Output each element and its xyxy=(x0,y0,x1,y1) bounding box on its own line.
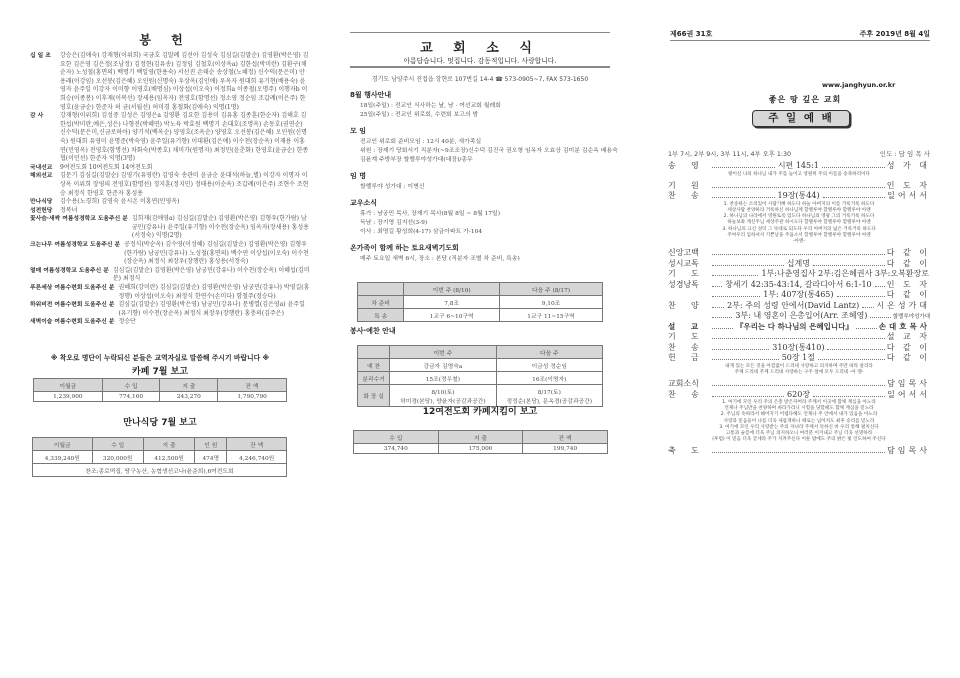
dot-leader xyxy=(822,162,885,168)
service-title: 주 일 예 배 xyxy=(752,110,850,127)
liturgy-item xyxy=(668,180,930,191)
offering-row xyxy=(30,215,310,241)
saturday-prayer-table xyxy=(357,282,603,322)
dot-leader xyxy=(712,391,784,397)
liturgy-order xyxy=(668,160,930,456)
cell: 4,246,740원 xyxy=(227,451,287,464)
liturgy-label: 설 교 xyxy=(668,321,699,331)
header: 다음 주 (8/17) xyxy=(500,283,603,296)
offering-row xyxy=(30,172,310,198)
offering-names: 김심길(김말순) 김영환(박은영) 남궁민(강유나) 이수천(장순옥) 이혜섭(김미분) 최정식 xyxy=(112,266,310,283)
section-line: 25일(주일) : 전교인 위로회, 수련회 보고의 밤 xyxy=(360,112,479,118)
liturgy-label: 찬 송 xyxy=(668,191,699,201)
hymn-lyrics: 1. 찬송하는 소리있어 사람기뻐 하도다 하늘 아버지의 이름 거룩거룩 하도다 세상사람 찬양하라 거룩하신 하나님께 할렐루야 할렐루야 할렐루야 아멘 2. 하나님의 나라에서 영원토록 있도다 하나님의 영광 그의 거룩거룩 하도다 하늘보좌 계신주님 세상주관 하시도다 할렐루야 할렐루야 할렐루야 아멘 3. 하나님의 크신 성덕 그 뜻대로 되도다 우리 아버지의 넓은 거룩거룩 하도다 주여우리 입하셔서 기쁜날을 주옵소서 할렐루야 할렐루야 할렐루야 아멘 -아멘- xyxy=(722,201,876,244)
liturgy-leader: 담임목사 xyxy=(887,379,930,389)
table-row xyxy=(358,359,603,372)
cafe-report-table xyxy=(33,378,287,402)
offering-column xyxy=(0,0,320,678)
dot-leader xyxy=(870,312,890,318)
dot-leader xyxy=(712,162,775,168)
liturgy-leader: 담임목사 xyxy=(887,446,930,456)
liturgy-item xyxy=(668,310,930,321)
cell: 차 준비 xyxy=(358,296,404,309)
dot-leader xyxy=(712,344,769,350)
cell: 예 찬 xyxy=(358,359,390,372)
dot-leader xyxy=(712,249,885,255)
liturgy-label: 신앙고백 xyxy=(668,248,699,258)
dot-leader xyxy=(818,354,885,360)
hymn-lyrics: 왕이신 나의 하나님 내가 주를 높이고 영원히 주의 이름을 송축하리이다 xyxy=(728,171,870,177)
worship-order-column xyxy=(640,0,960,678)
liturgy-label: 송 영 xyxy=(668,161,699,170)
liturgy-label: 기 도 xyxy=(668,269,699,279)
offering-category: 푸른세상 여름수련회 도움주신 분 xyxy=(30,285,115,292)
liturgy-content: 십계명 xyxy=(786,258,810,268)
header: 지 출 xyxy=(160,379,218,392)
liturgy-label: 기 도 xyxy=(668,332,699,342)
liturgy-item xyxy=(668,331,930,342)
liturgy-content: 시편 145:1 xyxy=(777,161,819,170)
offering-category: 감 사 xyxy=(30,113,44,120)
dot-leader xyxy=(712,380,885,386)
dot-leader xyxy=(712,312,732,318)
table-row xyxy=(358,296,603,309)
liturgy-leader: 다 같 이 xyxy=(886,248,930,258)
section-line: 전교인 위로회 준비모임 : 12시 40분, 새가족실 xyxy=(360,139,482,145)
offering-names: 공정식(박순옥) 김수영(이성혜) 김심길(김말순) 김영환(박은영) 김형우(한가람) 남궁민(강유나) 노성철(홍면의) 백수연 이상섭(이오숙) 이수천(장순옥) 최정식 최장우(장행란) 홍성용(서정숙) xyxy=(124,241,309,266)
dot-leader xyxy=(823,192,886,198)
section-heading: 모 임 xyxy=(350,127,366,135)
offering-row xyxy=(30,301,310,318)
liturgy-leader: 다 같 이 xyxy=(886,353,930,363)
section-line: 득남 : 장기영 김지선(3-9) xyxy=(360,220,428,226)
offering-row xyxy=(30,52,310,112)
cafe-report-title: 카페 7월 보고 xyxy=(132,367,188,377)
offering-names: 강승은(김애숙) 강재형(이위희) 국금호 김말례 김선아 김성숙 김심길(김말순) 김영환(박은영) 김요한 김은영 김은정(조남정) 김정현(김유송) 김정임 김철호(이상옥a) 김한섭(박미란) 김환구(채순자) 노성철(홍면의) 백명기 백일영(한용숙) 서선진 손태순 송상철(노혜정) 신수덕(문은미) 안용래(이강임) 오선봉(김은혜) 오인원(신명숙) 우상옥(김인애) 우옥자 원대희 유기현(배용숙) 윤영자 윤주일 이강자 이미향 이영호(배명심) 이상섭(이오숙) 이정희a 이종철(오명주) 이행자b 이희승(이종봉) 이후재(이복선) 장세용(임옥자) 전영호(함명선) 정소영 정순임 조갑례(이은주) 한영호(윤금순) 한준자 허 균(서월선) 허미경 홍철화(김애숙) 익명(1명) xyxy=(60,52,309,111)
liturgy-label: 교회소식 xyxy=(668,379,699,389)
divider xyxy=(670,40,930,41)
header: 이월금 xyxy=(34,379,103,392)
omission-notice: ※ 착오로 명단이 누락되신 분들은 교역자실로 말씀해 주시기 바랍니다 ※ xyxy=(50,354,270,362)
cell: 243,270 xyxy=(160,392,218,402)
liturgy-leader: 인 도 자 xyxy=(886,180,930,190)
manna-report-title: 만나식당 7월 보고 xyxy=(123,418,197,428)
offering-category: 열매 여름성경학교 도움주신 분 xyxy=(30,267,109,274)
offering-names: 김수용(노경희) 김영숙 윤시온 이홍연(민영옥) xyxy=(60,198,180,206)
offering-title: 봉 헌 xyxy=(139,33,191,47)
offering-row xyxy=(30,198,310,207)
liturgy-item xyxy=(668,190,930,201)
dot-leader xyxy=(875,281,885,287)
offering-row xyxy=(30,241,310,267)
manna-report-table xyxy=(32,437,287,477)
service-table xyxy=(357,345,603,407)
liturgy-item xyxy=(668,352,930,363)
cell: 4,339,240원 xyxy=(33,451,93,464)
liturgy-item xyxy=(668,268,930,279)
dot-leader xyxy=(712,354,779,360)
liturgy-item xyxy=(668,258,930,269)
cell: 이금성 정순임 xyxy=(496,359,602,372)
dot-leader xyxy=(813,260,885,266)
header xyxy=(358,346,390,359)
church-address: 경기도 남양주시 진접읍 장현로 107번길 14-4 ☎ 573-0905~7, FAX 573-1650 xyxy=(371,76,589,83)
cell: 분리수거 xyxy=(358,372,390,385)
header: 지 출 xyxy=(438,431,523,444)
liturgy-item xyxy=(668,289,930,300)
header: 이번 주 (8/10) xyxy=(404,283,500,296)
section-heading: 임 명 xyxy=(350,172,366,180)
cell: 774,160 xyxy=(102,392,160,402)
cell: 1,239,900 xyxy=(34,392,103,402)
section-line: 할렐루야 성가대 : 이병신 xyxy=(360,184,425,190)
header: 잔 액 xyxy=(227,438,287,451)
section-line: 휴가 : 남궁민 목사, 장재기 목사(8월 8일 ~ 8월 17일) xyxy=(360,211,501,217)
liturgy-leader: 할렐루야성가대 xyxy=(892,314,931,321)
liturgy-item xyxy=(668,321,930,332)
hymn-lyrics: 1. 여기에 모인 우리 주의 은총 받은자여라 주께서 이곳에 함께 계심을 아노라 언제나 주님만을 찬양하며 따라가리니 시험을 당할때도 함께 계심을 믿노라 2. 주님의 뜻따라서 헤어지기 어렵다해도 언제나 주 안에서 내가 있음을 아노라 사랑과 믿음들이 나를 더욱 새롭게하니 때로는 넘어져도 최후 승리를 믿노라 3. 여기에 모인 우리 사랑받는 주의 자녀라 주께서 뜻하신 바 우리 통해 펼치신다 고통과 슬픔에 더욱 주님 의지하오니 여러분 이겨내고 주님 더욱 선명하라 (후렴) 이 믿음 더욱 굳세라 주가 지켜주신다 어둔 밤에도 주의 밝은 빛 인도하여 주신다 xyxy=(712,400,886,443)
liturgy-label: 찬 송 xyxy=(668,342,699,352)
news-sections xyxy=(350,84,620,264)
volume-number: 제66권 31호 xyxy=(670,30,713,38)
liturgy-leader: 다 같 이 xyxy=(886,290,931,300)
cell: 1교구 6~10구역 xyxy=(404,309,500,322)
offering-category: 하워비전 여름수련회 도움주신 분 xyxy=(30,302,115,309)
offering-category: 해외선교 xyxy=(30,173,53,180)
dot-leader xyxy=(862,302,874,308)
liturgy-label: 찬 송 xyxy=(668,389,699,399)
cell: 1교구 11~15구역 xyxy=(500,309,603,322)
section-heading: 교우소식 xyxy=(350,199,378,207)
offering-category: 새벽이슬 여름수련회 도움주신 분 xyxy=(30,319,115,326)
header: 잔 액 xyxy=(523,431,608,444)
liturgy-content: 19장(통44) xyxy=(777,191,820,201)
header: 이월금 xyxy=(33,438,93,451)
offering-category: 십 일 조 xyxy=(30,53,51,59)
section-heading: 온가족이 함께 하는 토요새벽기도회 xyxy=(350,244,459,252)
dot-leader xyxy=(712,270,758,276)
header: 다음 주 xyxy=(496,346,602,359)
liturgy-leader: 성 가 대 xyxy=(886,161,930,170)
cell: 8/17(토) 정정순(본당), 문옥경(공감과공간) xyxy=(496,385,602,407)
dot-leader xyxy=(827,344,884,350)
section-heading: 8월 행사안내 xyxy=(350,91,392,99)
liturgy-leader: 손대호목사 xyxy=(878,321,931,331)
dot-leader xyxy=(712,260,784,266)
liturgy-content: 3부: 내 영혼이 은총입어(Arr. 조혜영) xyxy=(735,311,868,321)
offering-names: 9여전도회 10여전도회 14여전도회 xyxy=(60,163,153,171)
offering-row xyxy=(30,267,310,284)
header xyxy=(358,283,404,296)
liturgy-leader: 설 교 자 xyxy=(886,332,930,342)
offering-names: 정승단 xyxy=(118,318,136,326)
liturgy-leader: 다 같 이 xyxy=(886,342,930,352)
liturgy-content: 1부: 407장(통465) xyxy=(763,290,834,300)
liturgy-item xyxy=(668,389,930,400)
liturgy-label: 찬 양 xyxy=(668,300,699,310)
liturgy-item xyxy=(668,378,930,389)
cell: 15조(정우철) xyxy=(390,372,496,385)
offering-list xyxy=(30,52,310,327)
header: 지 출 xyxy=(143,438,194,451)
offering-names: 권혜희(강미란) 김심길(김말순) 김영환(박은영) 남궁민(강유나) 박영길(홍정행) 이상섭(이오숙) 최정식 한연수(손미다) 함철주(정승다) xyxy=(118,284,310,300)
cell: 374,740 xyxy=(354,444,439,454)
dot-leader xyxy=(712,281,722,287)
cell: 16조(이명자) xyxy=(496,372,602,385)
offering-names: 강재형(이위희) 김성중 김성은 김영은a 김영환 김요한 김용미 김유홍 김종훈(한순자) 김해호 김한섭(박미란,예은,성은) 나형진(박혜연) 박노육 박효원 백명기 손대호(조명옥) 손동호(권연순) 신수덕(문은미,신금로하아) 양기석(백옥순) 양영호(조옥순) 양영호 오선봉(김은혜) 오인원(신명숙) 원대희 유영미 윤명준(박숙영) 윤주일(유기향) 이대환(김은애) 이수천(장순옥) 이재용 이홍연(민영옥) 전영호(함명선) 차화숙(박종호) 채미가(원명자) 최정민(윤춘화) 한영호(윤금순) 한종협(이민선) 한준자 익명(3명) xyxy=(60,112,309,163)
table-row xyxy=(358,372,603,385)
dot-leader xyxy=(712,302,724,308)
dot-leader xyxy=(712,323,733,329)
liturgy-item xyxy=(668,279,930,290)
cell: 175,000 xyxy=(438,444,523,454)
offering-category: 꽃사슴·새싹 여름성경학교 도움주신 분 xyxy=(30,216,128,223)
header: 잔 액 xyxy=(218,379,287,392)
liturgy-content: 620장 xyxy=(787,389,811,399)
offering-category: 성전헌당 xyxy=(30,207,53,214)
cell: 9,10조 xyxy=(500,296,603,309)
dot-leader xyxy=(712,182,885,188)
cell: 화 장 실 xyxy=(358,385,390,407)
offering-row xyxy=(30,318,310,327)
section-line: 이사 : 최명길 황성희(4-17) 삼금아파트 가-104 xyxy=(360,229,483,235)
liturgy-label: 성시교독 xyxy=(668,258,699,268)
cell: 1,790,790 xyxy=(218,392,287,402)
dot-leader xyxy=(712,447,885,453)
header: 수 입 xyxy=(102,379,160,392)
service-heading: 봉사·예찬 안내 xyxy=(350,327,396,335)
offering-names: 김희재(김애영a) 김심길(김말순) 김영환(박은영) 김형우(한가람) 남궁민(강유나) 윤주일(유기향) 이수천(장순옥) 임옥자(장세용) 홍성용(서정숙) 익명(2명) xyxy=(131,215,309,240)
offering-row xyxy=(30,207,310,216)
hymn-lyrics: 내게 있는 모든 것을 아낌없이 드리네 사랑하고 의지하며 주만 따라 살리라 주께 드리네 주께 드리네 사랑하는 구주 앞에 모두 드리네 -아 멘- xyxy=(725,363,873,375)
offering-row xyxy=(30,284,310,301)
offering-names: 김문기 김심길(김말순) 김영기(유영란) 김영숙 송관미 윤금순 윤대석(하늘,별) 이강자 이명자 이상옥 이위희 장영의 전영호(함명선) 정지훈(정지민) 정태용(이순옥) 조갑례(이은주) 조현수 조현승 최정식 한영호 한준자 홍성용 xyxy=(60,172,309,197)
liturgy-label: 성경낭독 xyxy=(668,279,699,289)
liturgy-leader: 다 같 이 xyxy=(886,258,930,268)
liturgy-content: 310장(통410) xyxy=(772,342,825,352)
section-line: 매주 토요일 새벽 6시, 장소 : 본당 (직분자 조별 차 준비, 특송) xyxy=(360,256,520,262)
divider xyxy=(350,66,610,68)
sponsor-note: 찬조:종로떡집, 땅구농산, 농협생선코나(윤준희),6여전도회 xyxy=(33,464,287,477)
liturgy-label: 헌 금 xyxy=(668,353,699,363)
service-schedule: 1부 7시, 2부 9시, 3부 11시, 4부 오후 1:30 xyxy=(668,151,791,158)
liturgy-content: 1부:나춘영집사 2부:김은혜권사 3부:오복환장로 xyxy=(761,269,929,279)
service-leader: 인도 : 담 임 목 사 xyxy=(879,150,930,158)
divider xyxy=(350,32,610,33)
liturgy-leader: 일어서서 xyxy=(887,191,931,201)
liturgy-item xyxy=(668,300,930,311)
header: 이번 주 xyxy=(390,346,496,359)
cell: 320,000원 xyxy=(92,451,143,464)
church-news-column xyxy=(320,0,640,678)
offering-category: 만나식당 xyxy=(30,199,53,206)
liturgy-leader: 일어서서 xyxy=(887,389,931,399)
cell: 강금자 김영숙a xyxy=(390,359,496,372)
news-subtitle: 아름답습니다. 멋집니다. 감동적입니다. 사랑합니다. xyxy=(403,57,557,65)
section-line: 위원 : 장재기 당회서기 직분자(~9조조장)신수덕 김진국 권오형 임옥자 오효상 김미분 김순옥 배용숙 김윤계 주방부장 할렐루야성가대(대장)/총무 xyxy=(360,148,618,163)
cafe12-title: 12여전도회 카페지킴이 보고 xyxy=(422,407,538,417)
dot-leader xyxy=(712,192,775,198)
liturgy-content: 50장 1절 xyxy=(781,353,815,363)
liturgy-leader: 인 도 자 xyxy=(886,279,931,289)
header: 수 입 xyxy=(92,438,143,451)
offering-row xyxy=(30,112,310,164)
liturgy-label: 축 도 xyxy=(668,446,699,456)
news-title: 교 회 소 식 xyxy=(420,41,540,56)
cell: 474명 xyxy=(195,451,227,464)
church-motto: 좋은 땅 깊은 교회 xyxy=(768,95,842,104)
liturgy-item xyxy=(668,160,930,171)
liturgy-item xyxy=(668,247,930,258)
liturgy-content: 2부: 주의 성령 안에서(David Lantz) xyxy=(727,300,860,310)
cafe12-table xyxy=(353,430,608,454)
dot-leader xyxy=(712,333,885,339)
liturgy-item xyxy=(668,342,930,353)
cell: 7,8조 xyxy=(404,296,500,309)
liturgy-content: 창세기 42:35-43:14, 갈라디아서 6:1-10 xyxy=(725,279,872,289)
liturgy-leader: 시온성가대 xyxy=(876,300,930,310)
header: 인 원 xyxy=(195,438,227,451)
section-line: 18일(주일) : 전교인 식사하는 날, 남 · 여선교회 월례회 xyxy=(360,103,501,109)
dot-leader xyxy=(856,323,877,329)
cell: 특 송 xyxy=(358,309,404,322)
bulletin-date: 주후 2019년 8월 4일 xyxy=(859,30,930,38)
dot-leader xyxy=(813,391,885,397)
offering-category: 국내선교 xyxy=(30,164,53,171)
cell: 8/10(토) 허미경(본당), 양윤자(공감과공간) xyxy=(390,385,496,407)
dot-leader xyxy=(712,291,760,297)
offering-category: 크는나무 여름성경학교 도움주신 분 xyxy=(30,242,121,249)
liturgy-label: 기 원 xyxy=(668,180,699,190)
dot-leader xyxy=(837,291,885,297)
liturgy-content: 『우리는 다 하나님의 은혜입니다』 xyxy=(735,321,853,331)
offering-names: 김심길(김말순) 김영환(박은영) 남궁민(강유나) 문병열(김은영a) 윤주일(유기향) 이수천(장순옥) 최정식 최장우(장행란) 홍충의(김주은) xyxy=(118,301,305,317)
table-row xyxy=(358,309,603,322)
offering-names: 정복녀 xyxy=(60,206,78,214)
liturgy-item xyxy=(668,445,930,456)
cell: 199,740 xyxy=(523,444,608,454)
website-link[interactable]: www.janghyun.or.kr xyxy=(822,81,896,89)
cell: 412,500원 xyxy=(143,451,194,464)
header: 수 입 xyxy=(354,431,439,444)
